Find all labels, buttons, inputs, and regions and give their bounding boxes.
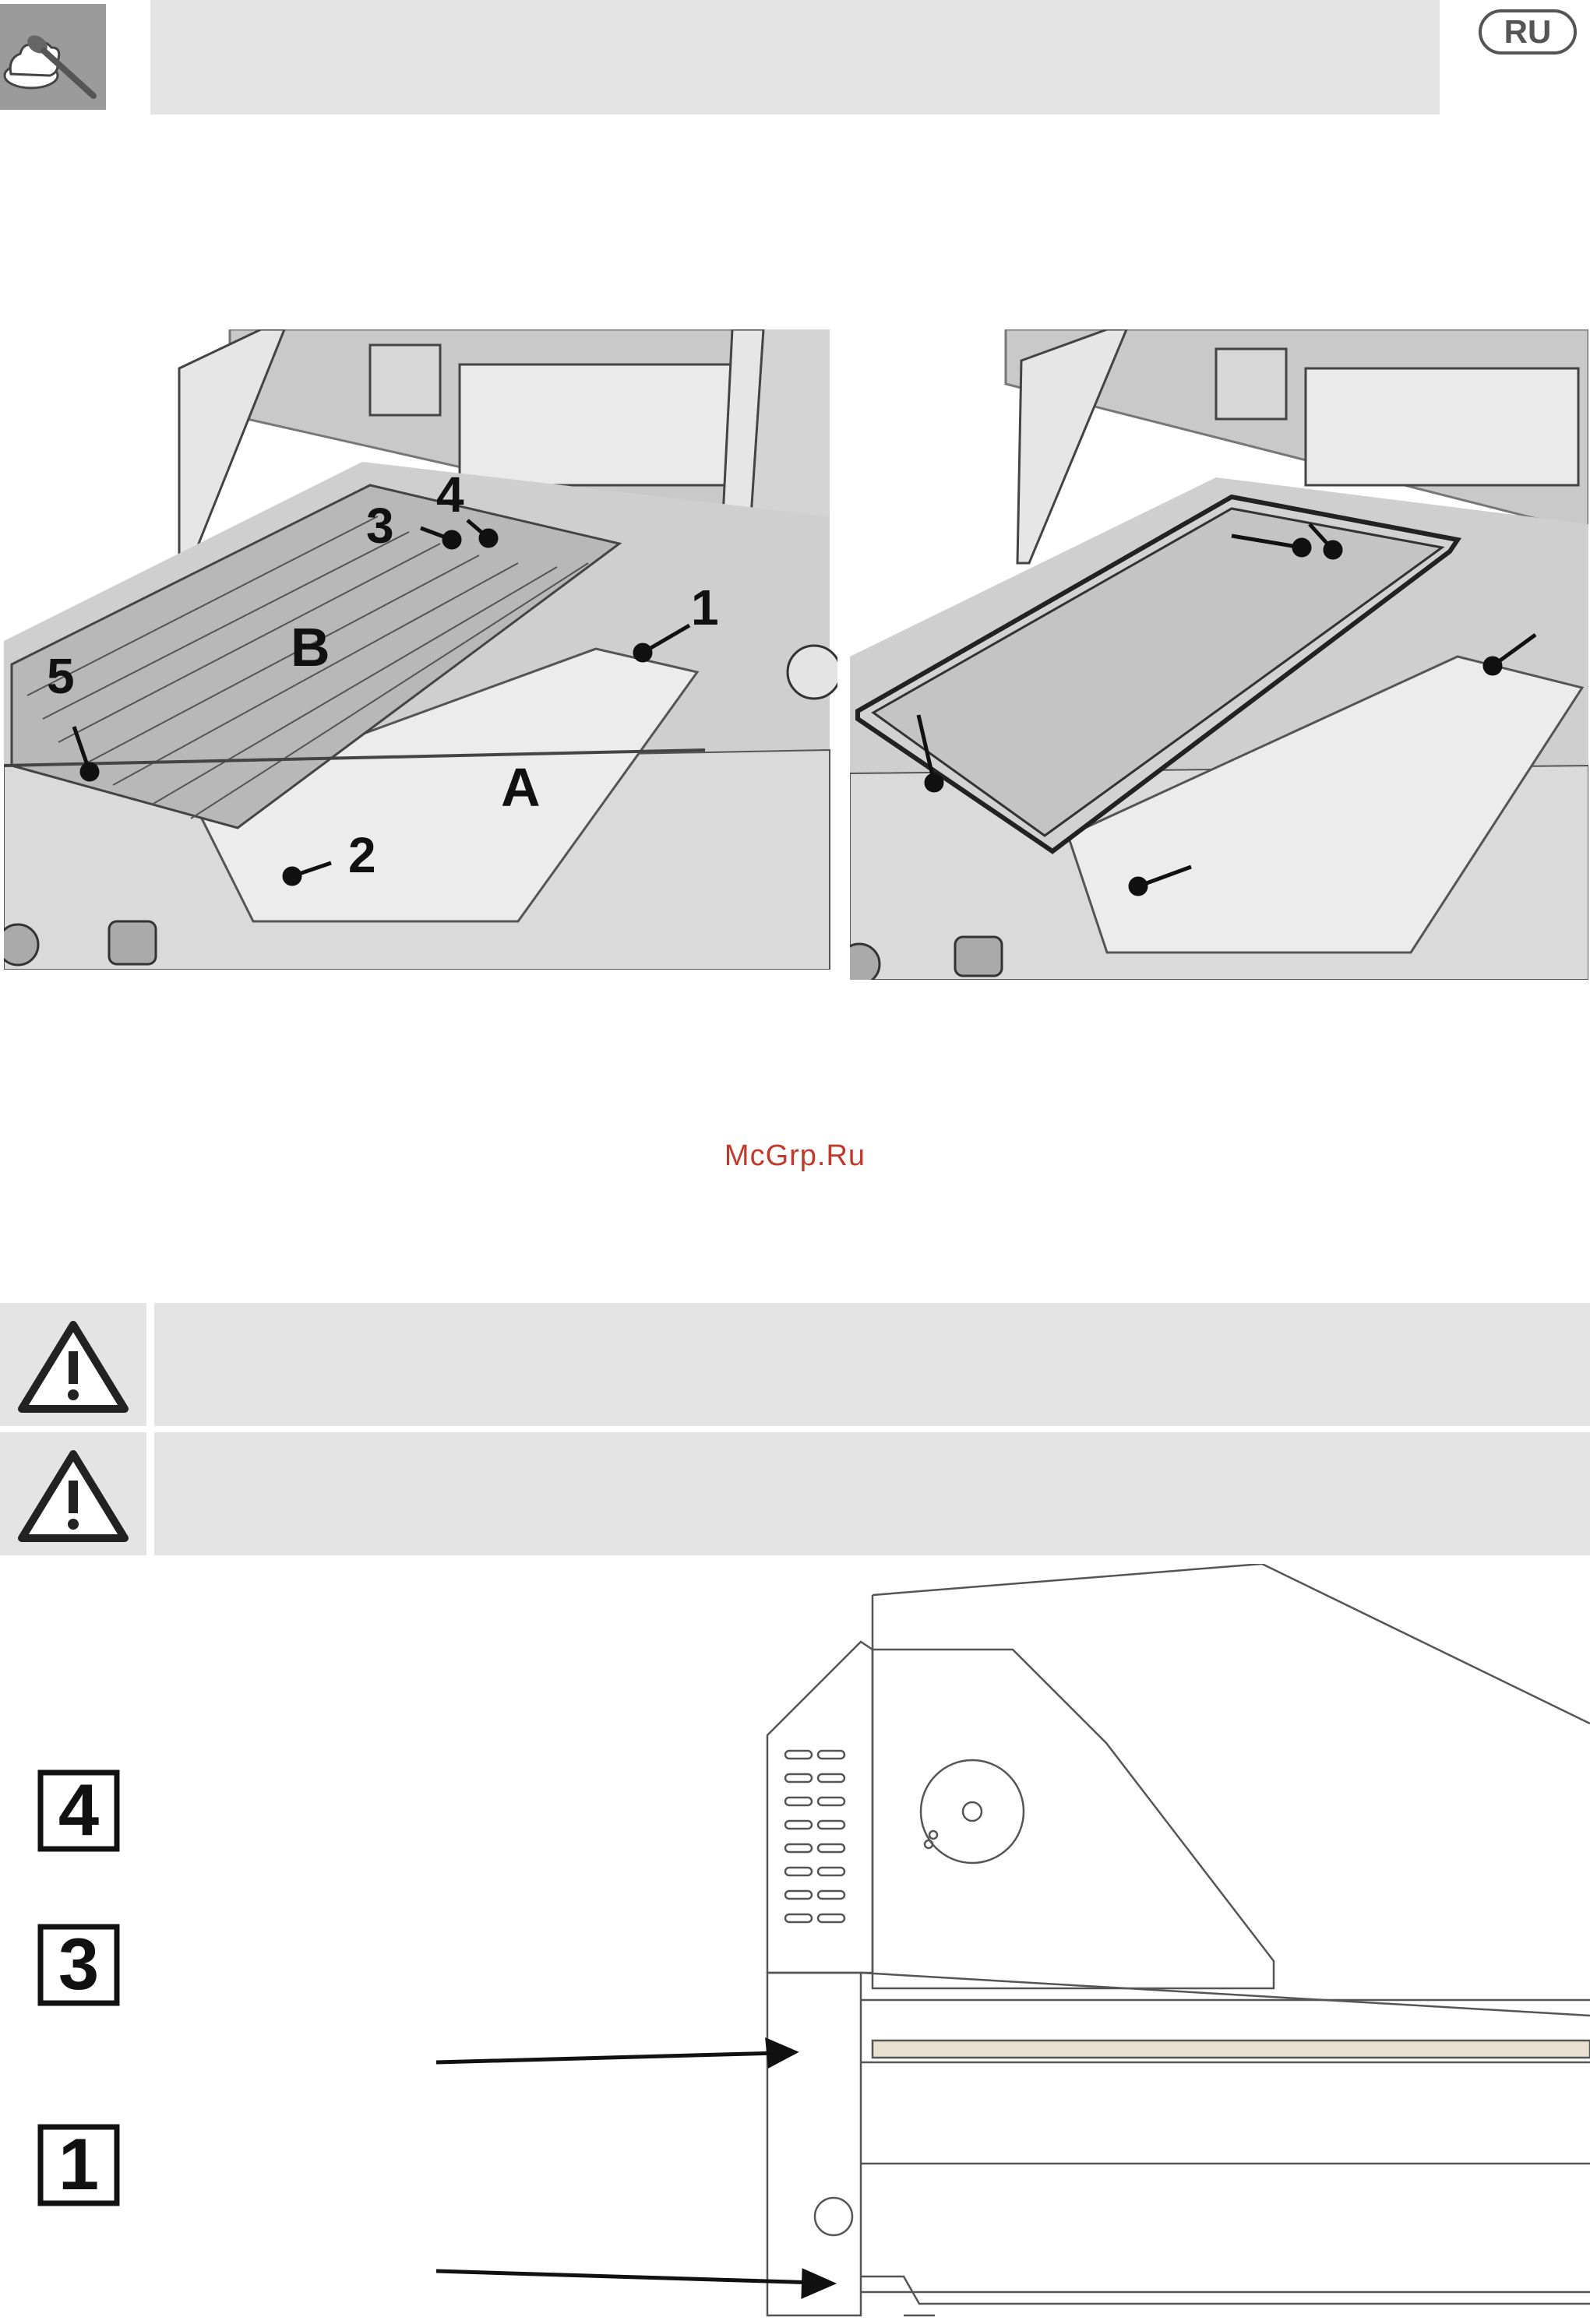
step-box-1: [37, 2124, 120, 2206]
callout-2: 2: [348, 827, 376, 883]
grill-side-section-drawing: [436, 1564, 1590, 2320]
step-number: 4: [58, 1769, 100, 1850]
step-number: 3: [58, 1923, 100, 2005]
zone-label-b: B: [291, 617, 330, 678]
callout-5: 5: [47, 648, 75, 704]
step-number: 1: [58, 2123, 100, 2205]
step-box-3: [37, 1924, 120, 2006]
grill-figure-with-grids: [4, 329, 837, 970]
warning-icon-box-1: [0, 1303, 146, 1426]
grill-figure-with-griddle: [850, 329, 1588, 980]
warning-bar-1: [154, 1303, 1590, 1426]
step-box-4: [37, 1769, 120, 1852]
header-bar: [150, 0, 1440, 114]
warning-bar-2: [154, 1432, 1590, 1555]
watermark-text: McGrp.Ru: [724, 1139, 866, 1172]
warning-icon-box-2: [0, 1432, 146, 1555]
language-badge: RU: [1479, 9, 1577, 55]
callout-4: 4: [436, 467, 464, 523]
zone-label-a: A: [501, 757, 541, 818]
warning-triangle-icon: [0, 1303, 146, 1426]
chef-spoon-icon: [0, 4, 106, 110]
callout-3: 3: [366, 498, 394, 554]
callout-1: 1: [691, 579, 719, 636]
warning-triangle-icon: [0, 1432, 146, 1555]
